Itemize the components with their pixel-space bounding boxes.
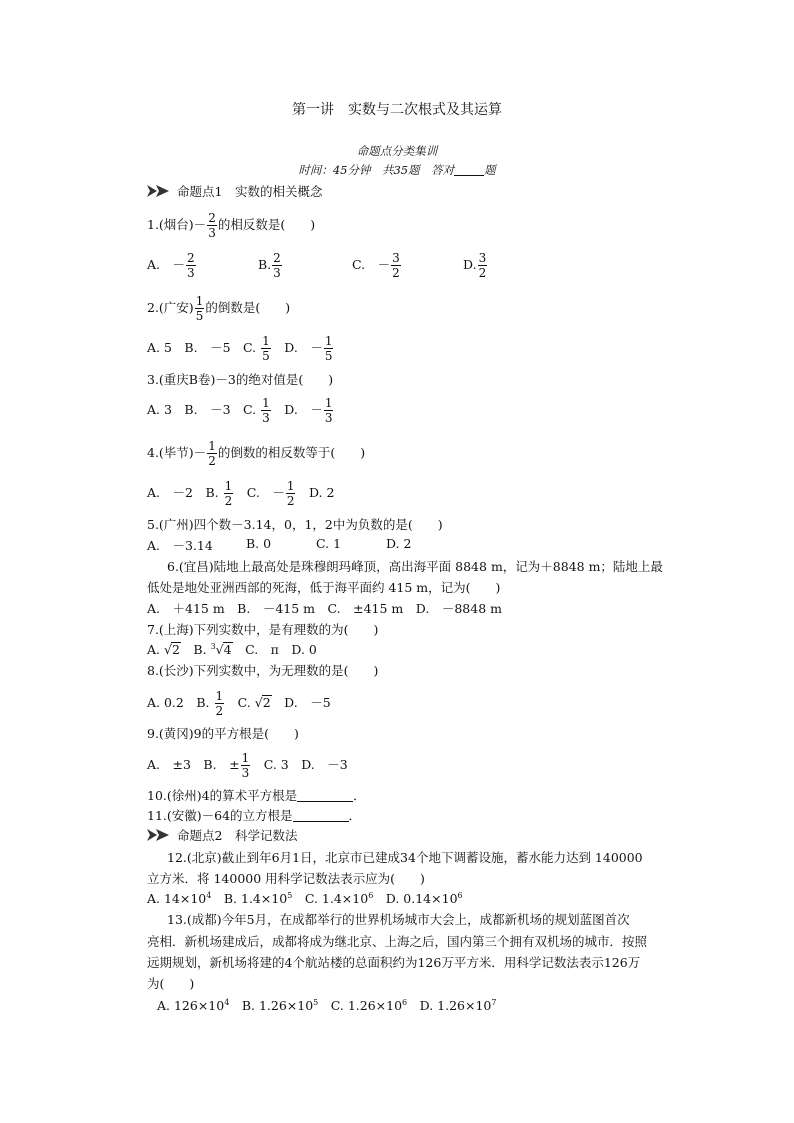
- question-5: 5.(广州)四个数－3.14，0，1，2中为负数的是( ): [147, 517, 443, 532]
- question-12-line-2: 立方米．将 140000 用科学记数法表示应为( ): [147, 871, 425, 886]
- subtitle: 命题点分类集训: [356, 144, 438, 158]
- q7-options: A. √2 B. $^3$√4 C. π D. 0: [147, 641, 317, 657]
- q8-options: A. 0.2 B. $\frac{1}{2}$ C. √2 D. －5: [147, 689, 331, 718]
- question-9: 9.(黄冈)9的平方根是( ): [147, 726, 299, 741]
- q9-options: A. ±3 B. ± $\frac{1}{3}$ C. 3 D. －3: [147, 751, 348, 780]
- question-4: 4.(毕节)－ $\frac{1}{2}$ 的倒数的相反数等于( ): [147, 439, 366, 468]
- question-8: 8.(长沙)下列实数中，为无理数的是( ): [147, 663, 379, 678]
- q2-options: A. 5 B. －5 C. $\frac{1}{5}$ D. － $\frac{1}{5}$: [147, 334, 333, 363]
- q1-stem: 1.(烟台)－: [147, 217, 207, 232]
- page-title: 第一讲 实数与二次根式及其运算: [292, 102, 502, 118]
- question-10: 10.(徐州)4的算术平方根是 ．: [147, 788, 366, 803]
- q6-options: A. ＋415 m B. －415 m C. ±415 m D. －8848 m: [147, 601, 502, 616]
- double-arrow-icon: [147, 185, 173, 197]
- q13-options: A. $126\times 10^4$ B. $1.26\times 10^5$ C. $1.26\times 10^6$ D. $1.26\times 10^7$: [157, 997, 497, 1013]
- q11-answer-blank: [293, 809, 349, 822]
- section-2-label: 命题点2 科学记数法: [177, 828, 298, 843]
- q10-answer-blank: [297, 789, 353, 802]
- q1-option-d: D. $\frac{3}{2}$: [463, 251, 487, 280]
- question-3: 3.(重庆B卷)－3的绝对值是( ): [147, 372, 334, 387]
- q4-options: A. －2 B. $\frac{1}{2}$ C. － $\frac{1}{2}$ D. 2: [147, 479, 335, 508]
- question-6-line-2: 低处是地处亚洲西部的死海，低于海平面约 415 m，记为( ): [147, 580, 501, 595]
- q3-options: A. 3 B. －3 C. $\frac{1}{3}$ D. － $\frac{1}{3}$: [147, 396, 333, 425]
- question-13-line-4: 为( ): [147, 976, 195, 991]
- q5-option-b: B. 0: [246, 536, 272, 551]
- question-6-line-1: 6.(宜昌)陆地上最高处是珠穆朗玛峰顶，高出海平面 8848 m，记为＋8848 m；陆地上最: [167, 559, 663, 574]
- time-suffix: 题: [484, 163, 496, 177]
- q1-option-a: A. － $\frac{2}{3}$: [147, 251, 195, 280]
- question-11: 11.(安徽)－64的立方根是 ．: [147, 808, 362, 823]
- double-arrow-icon: [147, 829, 173, 841]
- section-heading-1: [147, 182, 322, 200]
- question-13-line-1: 13.(成都)今年5月，在成都举行的世界机场城市大会上，成都新机场的规划蓝图首次: [167, 912, 630, 927]
- question-7: 7.(上海)下列实数中，是有理数的为( ): [147, 622, 379, 637]
- question-2: 2.(广安) $\frac{1}{5}$ 的倒数是( ): [147, 294, 291, 323]
- q1-option-c: C. － $\frac{3}{2}$: [352, 251, 400, 280]
- q1-fraction: $\frac{2}{3}$: [208, 211, 216, 240]
- q5-option-a: A. －3.14: [147, 538, 213, 553]
- time-line: [0, 162, 794, 178]
- answer-count-blank: [454, 163, 484, 176]
- q5-option-d: D. 2: [386, 536, 412, 551]
- q5-option-c: C. 1: [316, 536, 342, 551]
- q1-stem-end: 的相反数是( ): [217, 217, 316, 232]
- section-heading-2: [147, 826, 297, 844]
- time-prefix: 时间：45分钟 共35题 答对: [298, 163, 455, 177]
- q1-option-b: B. $\frac{2}{3}$: [258, 251, 281, 280]
- question-1: [147, 212, 315, 239]
- question-13-line-3: 远期规划，新机场将建的4个航站楼的总面积约为126万平方米．用科学记数法表示126万: [147, 955, 641, 970]
- question-12-line-1: 12.(北京)截止到年6月1日，北京市已建成34个地下调蓄设施，蓄水能力达到 140000: [167, 850, 643, 865]
- section-1-label: 命题点1 实数的相关概念: [177, 184, 323, 199]
- question-13-line-2: 亮相．新机场建成后，成都将成为继北京、上海之后，国内第三个拥有双机场的城市．按照: [147, 934, 648, 949]
- q12-options: A. $14\times 10^4$ B. $1.4\times 10^5$ C. $1.4\times 10^6$ D. $0.14\times 10^6$: [147, 890, 463, 906]
